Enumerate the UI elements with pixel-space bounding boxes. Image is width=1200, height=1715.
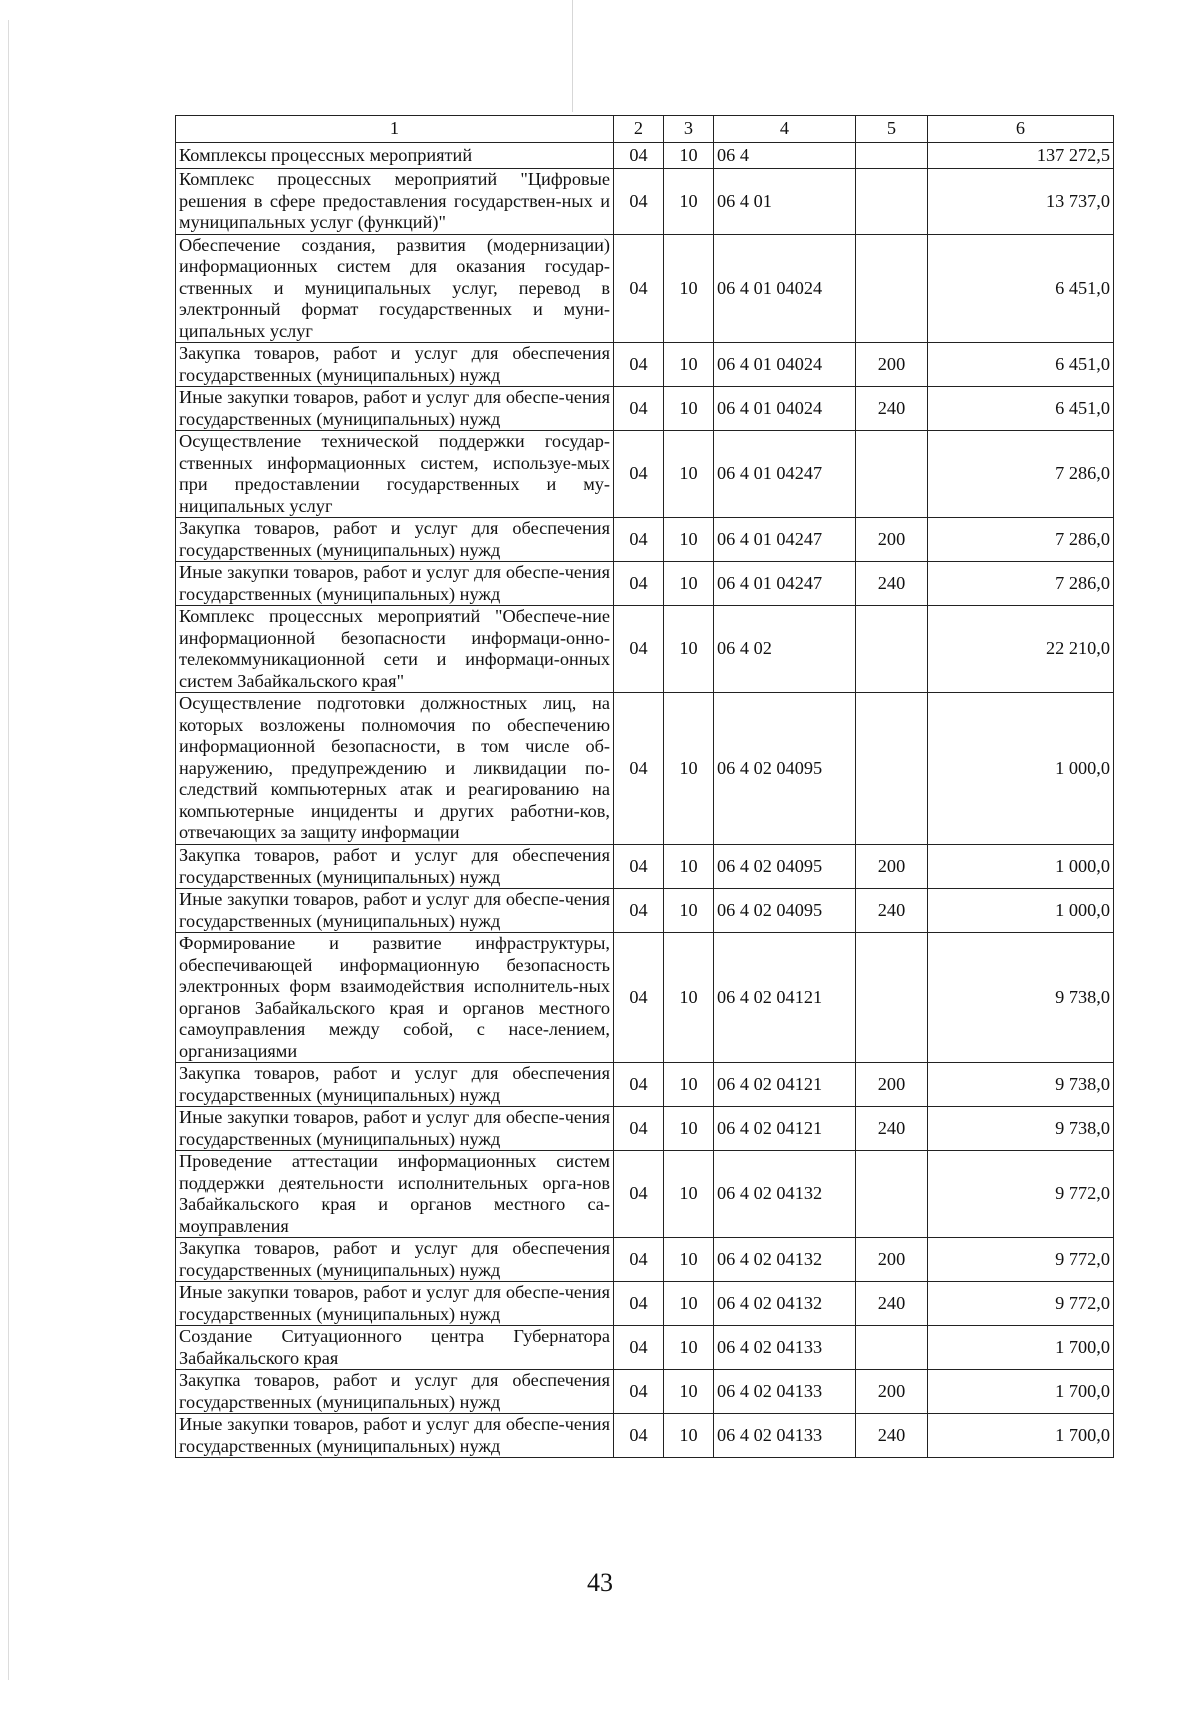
row-subsection-cell: 10 [664,343,714,387]
row-amount-cell: 1 000,0 [928,845,1114,889]
row-section-cell: 04 [614,562,664,606]
row-section-cell: 04 [614,1063,664,1107]
table-row [176,169,1114,235]
row-expense-type-cell: 200 [856,1063,928,1107]
row-name-cell: Комплекс процессных мероприятий "Обеспече-ние информационной безопасности информаци-онно-телекоммуникационной сети и информаци-онных систем Забайкальского края" [176,606,614,693]
row-section-cell: 04 [614,431,664,518]
row-section-cell: 04 [614,1282,664,1326]
table-row [176,933,1114,1063]
row-name-cell: Иные закупки товаров, работ и услуг для обеспе-чения государственных (муниципальных) нужд [176,387,614,431]
row-expense-type-cell: 200 [856,845,928,889]
row-name-cell: Иные закупки товаров, работ и услуг для обеспе-чения государственных (муниципальных) нужд [176,1414,614,1458]
row-amount-cell: 137 272,5 [928,143,1114,169]
row-amount-cell: 9 772,0 [928,1151,1114,1238]
row-name-cell: Обеспечение создания, развития (модернизации) информационных систем для оказания государ-ственных и муниципальных услуг, перевод в электронный формат государственных и муни-ципальных услуг [176,234,614,343]
row-target-code-cell: 06 4 02 04121 [714,1107,856,1151]
row-target-code-cell: 06 4 02 04121 [714,1063,856,1107]
row-target-code-cell: 06 4 01 04024 [714,234,856,343]
row-subsection-cell: 10 [664,889,714,933]
row-expense-type-cell [856,1151,928,1238]
table-body [176,143,1114,1458]
scan-margin-line-left [8,20,9,1680]
header-col-3: 3 [664,116,714,143]
row-name-cell: Иные закупки товаров, работ и услуг для обеспе-чения государственных (муниципальных) нужд [176,1282,614,1326]
row-amount-cell: 1 000,0 [928,889,1114,933]
row-expense-type-cell [856,169,928,235]
row-target-code-cell: 06 4 [714,143,856,169]
row-target-code-cell: 06 4 02 04132 [714,1282,856,1326]
row-subsection-cell: 10 [664,431,714,518]
row-amount-cell: 6 451,0 [928,343,1114,387]
table-row [176,234,1114,343]
table-row [176,343,1114,387]
row-amount-cell: 1 700,0 [928,1326,1114,1370]
row-expense-type-cell: 200 [856,518,928,562]
row-section-cell: 04 [614,518,664,562]
row-expense-type-cell: 240 [856,387,928,431]
row-subsection-cell: 10 [664,234,714,343]
row-section-cell: 04 [614,169,664,235]
row-expense-type-cell [856,1326,928,1370]
row-section-cell: 04 [614,845,664,889]
table-row [176,1151,1114,1238]
row-target-code-cell: 06 4 01 04247 [714,431,856,518]
row-target-code-cell: 06 4 02 04095 [714,889,856,933]
row-subsection-cell: 10 [664,933,714,1063]
row-target-code-cell: 06 4 01 04024 [714,343,856,387]
row-target-code-cell: 06 4 02 [714,606,856,693]
table-row [176,693,1114,845]
table-row [176,606,1114,693]
row-section-cell: 04 [614,1107,664,1151]
row-section-cell: 04 [614,387,664,431]
row-section-cell: 04 [614,234,664,343]
row-name-cell: Осуществление технической поддержки государ-ственных информационных систем, используе-мых при предоставлении государственных и му-ниципальных услуг [176,431,614,518]
row-amount-cell: 9 738,0 [928,933,1114,1063]
row-subsection-cell: 10 [664,845,714,889]
row-expense-type-cell: 200 [856,1238,928,1282]
row-name-cell: Закупка товаров, работ и услуг для обеспечения государственных (муниципальных) нужд [176,1063,614,1107]
table-row [176,518,1114,562]
row-amount-cell: 1 700,0 [928,1370,1114,1414]
row-amount-cell: 9 738,0 [928,1063,1114,1107]
row-subsection-cell: 10 [664,169,714,235]
row-target-code-cell: 06 4 02 04095 [714,693,856,845]
row-amount-cell: 9 772,0 [928,1238,1114,1282]
row-section-cell: 04 [614,1414,664,1458]
row-target-code-cell: 06 4 02 04095 [714,845,856,889]
table-row [176,889,1114,933]
row-section-cell: 04 [614,1326,664,1370]
row-expense-type-cell [856,234,928,343]
row-amount-cell: 1 700,0 [928,1414,1114,1458]
row-subsection-cell: 10 [664,1238,714,1282]
row-name-cell: Комплекс процессных мероприятий "Цифровые решения в сфере предоставления государствен-ных и муниципальных услуг (функций)" [176,169,614,235]
row-subsection-cell: 10 [664,387,714,431]
row-section-cell: 04 [614,1370,664,1414]
row-expense-type-cell [856,431,928,518]
table-row [176,1282,1114,1326]
row-amount-cell: 13 737,0 [928,169,1114,235]
header-col-4: 4 [714,116,856,143]
row-subsection-cell: 10 [664,693,714,845]
row-target-code-cell: 06 4 02 04132 [714,1151,856,1238]
row-expense-type-cell [856,143,928,169]
row-amount-cell: 7 286,0 [928,518,1114,562]
row-subsection-cell: 10 [664,1107,714,1151]
row-section-cell: 04 [614,606,664,693]
row-expense-type-cell: 240 [856,1282,928,1326]
table-row [176,1063,1114,1107]
row-name-cell: Проведение аттестации информационных систем поддержки деятельности исполнительных орга-нов Забайкальского края и органов местного са-моуправления [176,1151,614,1238]
row-name-cell: Закупка товаров, работ и услуг для обеспечения государственных (муниципальных) нужд [176,343,614,387]
header-col-1: 1 [176,116,614,143]
row-target-code-cell: 06 4 01 04024 [714,387,856,431]
header-col-6: 6 [928,116,1114,143]
row-name-cell: Закупка товаров, работ и услуг для обеспечения государственных (муниципальных) нужд [176,1238,614,1282]
row-target-code-cell: 06 4 01 04247 [714,518,856,562]
row-name-cell: Закупка товаров, работ и услуг для обеспечения государственных (муниципальных) нужд [176,845,614,889]
scan-fold-line-top [572,0,573,112]
row-amount-cell: 9 772,0 [928,1282,1114,1326]
row-expense-type-cell [856,606,928,693]
row-target-code-cell: 06 4 02 04133 [714,1414,856,1458]
header-col-5: 5 [856,116,928,143]
row-name-cell: Создание Ситуационного центра Губернатора Забайкальского края [176,1326,614,1370]
row-amount-cell: 9 738,0 [928,1107,1114,1151]
row-name-cell: Иные закупки товаров, работ и услуг для обеспе-чения государственных (муниципальных) нужд [176,562,614,606]
row-amount-cell: 6 451,0 [928,234,1114,343]
row-target-code-cell: 06 4 02 04121 [714,933,856,1063]
row-target-code-cell: 06 4 01 [714,169,856,235]
row-target-code-cell: 06 4 02 04133 [714,1370,856,1414]
table-row [176,387,1114,431]
row-subsection-cell: 10 [664,1326,714,1370]
table-row [176,431,1114,518]
row-amount-cell: 7 286,0 [928,562,1114,606]
row-expense-type-cell: 200 [856,343,928,387]
row-subsection-cell: 10 [664,606,714,693]
row-expense-type-cell: 240 [856,1107,928,1151]
row-expense-type-cell: 240 [856,562,928,606]
row-expense-type-cell: 240 [856,1414,928,1458]
row-section-cell: 04 [614,889,664,933]
header-col-2: 2 [614,116,664,143]
row-subsection-cell: 10 [664,562,714,606]
row-amount-cell: 7 286,0 [928,431,1114,518]
row-target-code-cell: 06 4 02 04133 [714,1326,856,1370]
row-section-cell: 04 [614,1151,664,1238]
table-row [176,1238,1114,1282]
row-section-cell: 04 [614,143,664,169]
table-row [176,1326,1114,1370]
row-amount-cell: 1 000,0 [928,693,1114,845]
budget-table [175,115,1114,1458]
row-expense-type-cell [856,933,928,1063]
row-name-cell: Иные закупки товаров, работ и услуг для обеспе-чения государственных (муниципальных) нужд [176,1107,614,1151]
table-row [176,845,1114,889]
row-section-cell: 04 [614,343,664,387]
row-target-code-cell: 06 4 02 04132 [714,1238,856,1282]
row-subsection-cell: 10 [664,1282,714,1326]
table-header-row [176,116,1114,143]
page-number: 43 [587,1568,613,1597]
row-subsection-cell: 10 [664,1370,714,1414]
row-expense-type-cell: 200 [856,1370,928,1414]
row-subsection-cell: 10 [664,1414,714,1458]
row-amount-cell: 6 451,0 [928,387,1114,431]
row-name-cell: Комплексы процессных мероприятий [176,143,614,169]
row-section-cell: 04 [614,693,664,845]
row-name-cell: Закупка товаров, работ и услуг для обеспечения государственных (муниципальных) нужд [176,518,614,562]
row-expense-type-cell [856,693,928,845]
row-subsection-cell: 10 [664,1063,714,1107]
table-row [176,1107,1114,1151]
table-row [176,1370,1114,1414]
row-amount-cell: 22 210,0 [928,606,1114,693]
row-name-cell: Формирование и развитие инфраструктуры, обеспечивающей информационную безопасность электронных форм взаимодействия исполнитель-ных органов Забайкальского края и органов местного самоуправления между собой, с насе-лением, организациями [176,933,614,1063]
table-row [176,562,1114,606]
row-name-cell: Закупка товаров, работ и услуг для обеспечения государственных (муниципальных) нужд [176,1370,614,1414]
row-expense-type-cell: 240 [856,889,928,933]
row-subsection-cell: 10 [664,518,714,562]
row-subsection-cell: 10 [664,143,714,169]
row-name-cell: Осуществление подготовки должностных лиц, на которых возложены полномочия по обеспечению информационной безопасности, в том числе об-наружению, предупреждению и ликвидации по-следствий компьютерных атак и реагированию на компьютерные инциденты и других работни-ков, отвечающих за защиту информации [176,693,614,845]
table-row [176,1414,1114,1458]
row-target-code-cell: 06 4 01 04247 [714,562,856,606]
table-row [176,143,1114,169]
row-section-cell: 04 [614,1238,664,1282]
row-section-cell: 04 [614,933,664,1063]
row-subsection-cell: 10 [664,1151,714,1238]
row-name-cell: Иные закупки товаров, работ и услуг для обеспе-чения государственных (муниципальных) нужд [176,889,614,933]
